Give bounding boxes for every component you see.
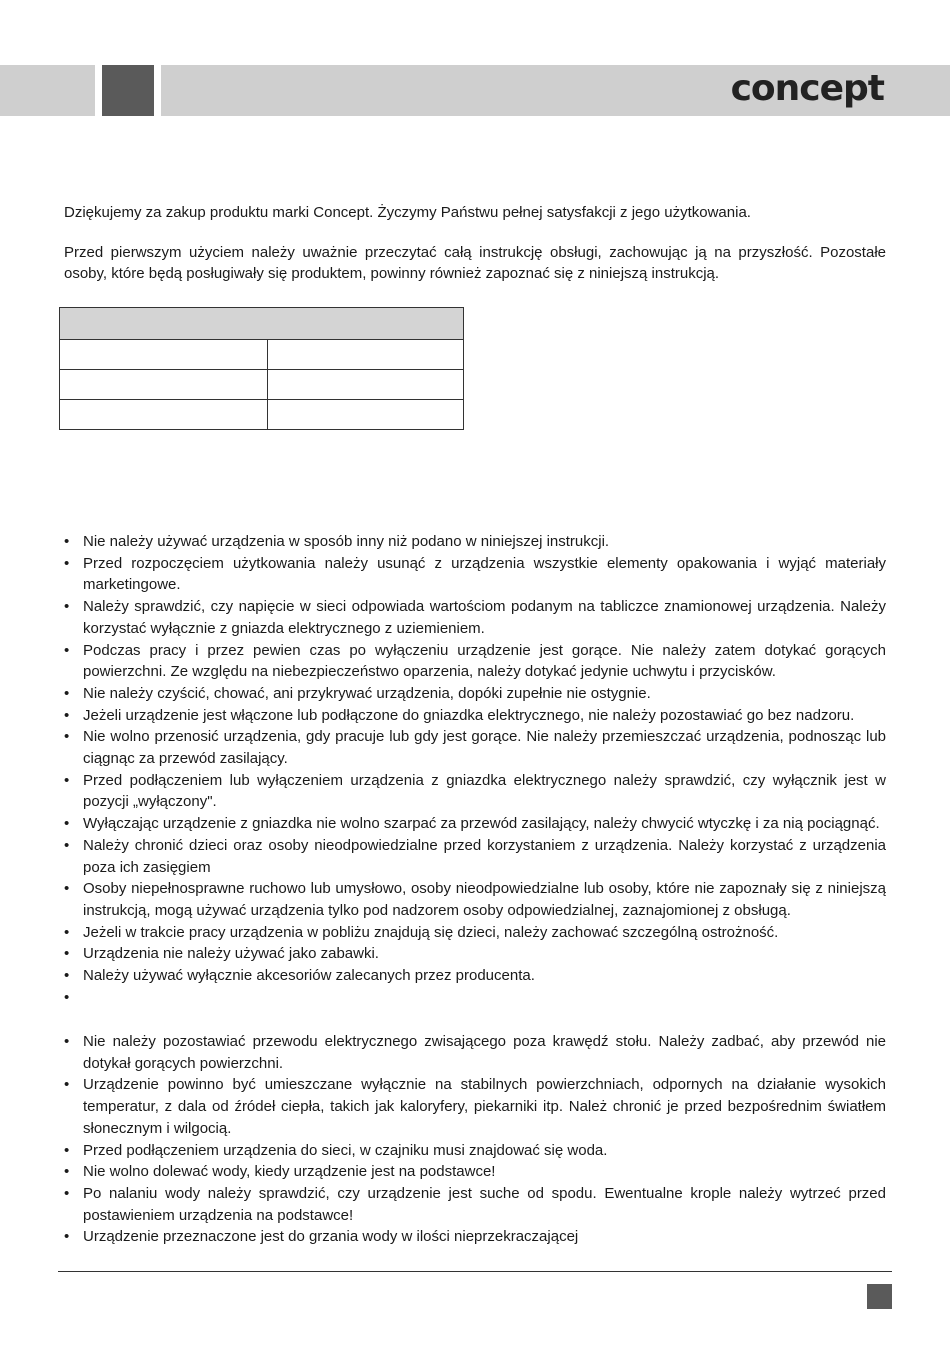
kettle-list xyxy=(64,1031,886,1248)
list-item: • Jeżeli w trakcie pracy urządzenia w pobliżu znajdują się dzieci, należy zachować szczególną ostrożność. xyxy=(64,922,886,944)
list-item: • Przed podłączeniem urządzenia do sieci, w czajniku musi znajdować się woda. xyxy=(64,1140,886,1162)
list-item: • Nie należy pozostawiać przewodu elektrycznego zwisającego poza krawędź stołu. Należy zadbać, aby przewód nie dotykał gorących powierzchni. xyxy=(64,1031,886,1074)
list-item: • Jeżeli urządzenie jest włączone lub podłączone do gniazdka elektrycznego, nie należy pozostawiać go bez nadzoru. xyxy=(64,705,886,727)
spec-table-header xyxy=(60,308,464,340)
footer-divider xyxy=(58,1271,892,1272)
spec-table-row xyxy=(60,400,464,430)
list-item: • Należy używać wyłącznie akcesoriów zalecanych przez producenta. xyxy=(64,965,886,987)
intro-thanks: Dziękujemy za zakup produktu marki Concept. Życzymy Państwu pełnej satysfakcji z jego użytkowania. xyxy=(64,204,751,221)
list-item: • Nie należy używać urządzenia w sposób inny niż podano w niniejszej instrukcji. xyxy=(64,531,886,553)
spec-table-cell xyxy=(60,340,268,370)
concept-logo: concept xyxy=(730,68,884,109)
spec-table-row xyxy=(60,340,464,370)
list-item: • Należy chronić dzieci oraz osoby nieodpowiedzialne przed korzystaniem z urządzenia. Należy korzystać z urządzenia poza ich zasięgiem xyxy=(64,835,886,878)
list-item: • Nie wolno dolewać wody, kiedy urządzenie jest na podstawce! xyxy=(64,1161,886,1183)
spec-table-header-row xyxy=(60,308,464,340)
spec-table-cell xyxy=(60,370,268,400)
spec-table xyxy=(59,307,464,430)
header-section-marker xyxy=(102,65,154,116)
list-item: • Wyłączając urządzenie z gniazdka nie wolno szarpać za przewód zasilający, należy chwycić wtyczkę i za nią pociągnąć. xyxy=(64,813,886,835)
spec-table-cell xyxy=(60,400,268,430)
intro-read-manual: Przed pierwszym użyciem należy uważnie przeczytać całą instrukcję obsługi, zachowując ją na przyszłość. Pozostałe osoby, które będą posługiwały się produktem, powinny również zapoznać się z niniejszą instrukcją. xyxy=(64,244,886,282)
list-item: • Urządzenie przeznaczone jest do grzania wody w ilości nieprzekraczającej xyxy=(64,1226,886,1248)
list-item: • Przed podłączeniem lub wyłączeniem urządzenia z gniazdka elektrycznego należy sprawdzić, czy wyłącznik jest w pozycji „wyłączony". xyxy=(64,770,886,813)
list-item: • Nie wolno przenosić urządzenia, gdy pracuje lub gdy jest gorące. Nie należy przemieszczać urządzenia, podnosząc lub ciągnąc za przewód zasilający. xyxy=(64,726,886,769)
list-item: • Przed rozpoczęciem użytkowania należy usunąć z urządzenia wszystkie elementy opakowania i wyjąć materiały marketingowe. xyxy=(64,553,886,596)
header-bar-left xyxy=(0,65,95,116)
spec-table-cell xyxy=(268,370,464,400)
list-item: • Podczas pracy i przez pewien czas po wyłączeniu urządzenie jest gorące. Nie należy zatem dotykać gorących powierzchni. Ze względu na niebezpieczeństwo oparzenia, należy dotykać jedynie uchwytu i przycisków. xyxy=(64,640,886,683)
list-item: • Należy sprawdzić, czy napięcie w sieci odpowiada wartościom podanym na tabliczce znamionowej urządzenia. Należy korzystać wyłącznie z gniazda elektrycznego z uziemieniem. xyxy=(64,596,886,639)
list-item: • Nie należy czyścić, chować, ani przykrywać urządzenia, dopóki zupełnie nie ostygnie. xyxy=(64,683,886,705)
safety-list xyxy=(64,531,886,1008)
list-item-empty xyxy=(64,987,886,1009)
spec-table-row xyxy=(60,370,464,400)
list-item: • Po nalaniu wody należy sprawdzić, czy urządzenie jest suche od spodu. Ewentualne krople należy wytrzeć przed postawieniem urządzenia na podstawce! xyxy=(64,1183,886,1226)
spec-table-cell xyxy=(268,340,464,370)
list-item: • Urządzenie powinno być umieszczane wyłącznie na stabilnych powierzchniach, odpornych na działanie wysokich temperatur, z dala od źródeł ciepła, takich jak kaloryfery, piekarniki itp. Należ chronić je przed bezpośrednim światłem słonecznym i wilgocią. xyxy=(64,1074,886,1139)
list-item: • Osoby niepełnosprawne ruchowo lub umysłowo, osoby nieodpowiedzialne lub osoby, które nie zapoznały się z niniejszą instrukcją, mogą używać urządzenia tylko pod nadzorem osoby odpowiedzialnej, zaznajomionej z obsługą. xyxy=(64,878,886,921)
page-number-marker xyxy=(867,1284,892,1309)
list-item: • Urządzenia nie należy używać jako zabawki. xyxy=(64,943,886,965)
spec-table-cell xyxy=(268,400,464,430)
